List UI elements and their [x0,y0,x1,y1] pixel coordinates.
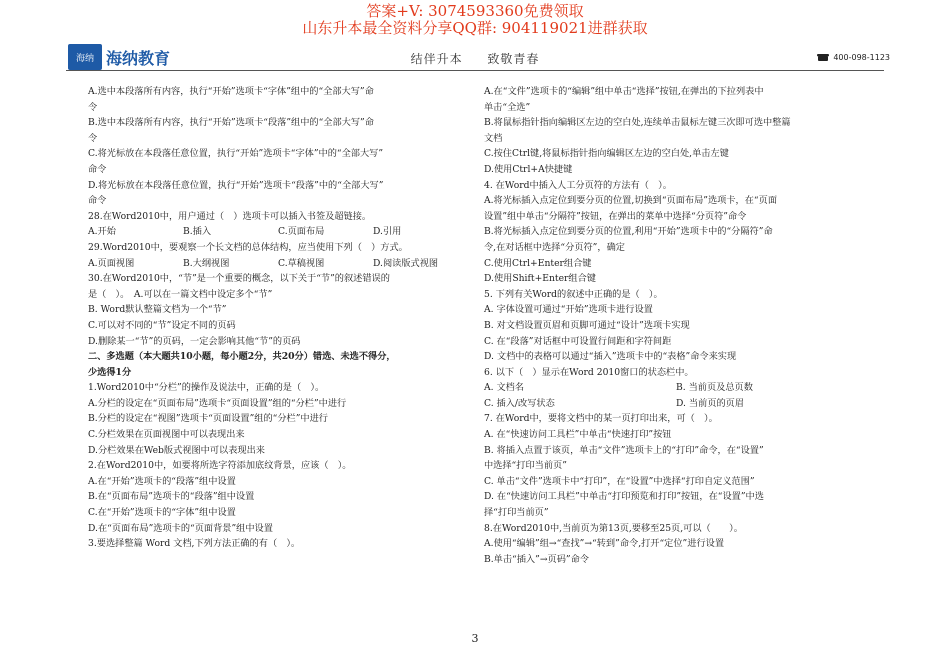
text-line: B.在“页面布局”选项卡的“段落”组中设置 [88,491,255,503]
text-line: D.使用Shift+Enter组合键 [484,273,596,285]
text-line: 4. 在Word中插入人工分页符的方法有（ ）。 [484,179,672,191]
text-line: 设置”组中单击“分隔符”按钮，在弹出的菜单中选择“分页符”命令 [484,210,747,222]
option: D. 当前页的页眉 [676,397,745,409]
slogan-left: 结伴升本 [410,52,463,66]
phone-icon [817,54,829,62]
text-line: C.可以对不同的“节”设定不同的页码 [88,319,236,331]
text-line: 单击“全选” [484,101,531,113]
text-line: C. 单击“文件”选项卡中“打印”，在“设置”中选择“打印自定义范围” [484,475,755,487]
text-line: B. Word默认整篇文档为一个“节” [88,304,227,316]
section-title-2: 少选得1分 [88,366,132,378]
text-line: C.分栏效果在页面视图中可以表现出来 [88,429,245,441]
q29-options [88,256,474,272]
q6-options-row-1 [484,380,870,396]
text-line: D.将光标放在本段落任意位置，执行“开始”选项卡“段落”中的“全部大写” [88,179,384,191]
page-number: 3 [471,632,479,645]
header-divider [66,70,884,71]
text-line: 3.要选择整篇 Word 文档,下列方法正确的有（ ）。 [88,538,301,550]
header-slogan [0,50,950,67]
text-line: A.在“开始”选项卡的“段落”组中设置 [88,475,236,487]
section-title: 二、多选题（本大题共10小题，每小题2分，共20分）错选、未选不得分， [88,351,396,363]
text-line: C.使用Ctrl+Enter组合键 [484,257,592,269]
text-line: D. 文档中的表格可以通过“插入”选项卡中的“表格”命令来实现 [484,351,737,363]
option: A. 文档名 [484,382,525,394]
slogan-right: 致敬青春 [487,52,540,66]
right-column [484,84,870,567]
watermark-line-1: 答案+V: 3074593360免费领取 [366,2,584,20]
option: A.页面视图 [88,257,135,269]
phone-number: 400-098-1123 [833,53,890,62]
text-line: 文档 [484,132,503,144]
text-line: B.将鼠标指针指向编辑区左边的空白处,连续单击鼠标左键三次即可选中整篇 [484,117,791,129]
option: B. 当前页及总页数 [676,382,753,394]
option: A.开始 [88,226,116,238]
option: C. 插入/改写状态 [484,397,555,409]
text-line: C. 在“段落”对话框中可设置行间距和字符间距 [484,335,672,347]
text-line: B.单击“插入”→页码”命令 [484,553,589,565]
text-line: 2.在Word2010中，如要将所选字符添加底纹背景，应该（ ）。 [88,460,352,472]
text-line: A.分栏的设定在“页面布局”选项卡“页面设置”组的“分栏”中进行 [88,397,347,409]
option: B.插入 [183,226,212,238]
header-phone [817,53,890,62]
text-line: 6. 以下（ ）显示在Word 2010窗口的状态栏中。 [484,366,694,378]
text-line: 令 [88,132,98,144]
text-line: 7. 在Word中，要将文档中的某一页打印出来，可（ ）。 [484,413,718,425]
text-line: 命令 [88,163,107,175]
text-line: 是（ ）。 A.可以在一篇文档中设定多个“节” [88,288,273,300]
text-line: D.分栏效果在Web版式视图中可以表现出来 [88,444,265,456]
text-line: B.分栏的设定在“视图”选项卡“页面设置”组的“分栏”中进行 [88,413,328,425]
watermark-line-2: 山东升本最全资料分享QQ群: 904119021进群获取 [302,19,648,37]
option: D.阅读版式视图 [373,257,439,269]
option: D.引用 [373,226,402,238]
text-line: D.使用Ctrl+A快捷键 [484,163,573,175]
text-line: B.选中本段落所有内容，执行“开始”选项卡“段落”组中的“全部大写”命 [88,117,374,129]
logo-text: 海纳教育 [106,48,171,68]
logo-badge: 海纳 [68,44,102,70]
text-line: 5. 下列有关Word的叙述中正确的是（ ）。 [484,288,663,300]
text-line: C.将光标放在本段落任意位置，执行“开始”选项卡“字体”中的“全部大写” [88,148,384,160]
text-line: D.删除某一“节”的页码，一定会影响其他“节”的页码 [88,335,301,347]
text-line: B. 对文档设置页眉和页脚可通过“设计”选项卡实现 [484,319,690,331]
option: C.草稿视图 [278,257,325,269]
text-line: B. 将插入点置于该页，单击“文件”选项卡上的“打印”命令，在“设置” [484,444,764,456]
text-line: A.在“文件”选项卡的“编辑”组中单击“选择”按钮,在弹出的下拉列表中 [484,86,764,97]
text-line: 1.Word2010中“分栏”的操作及说法中，正确的是（ ）。 [88,382,325,394]
text-line: C.在“开始”选项卡的“字体”组中设置 [88,507,236,519]
text-line: A.将光标插入点定位到要分页的位置,切换到“页面布局”选项卡，在“页面 [484,195,778,207]
text-line: 8.在Word2010中,当前页为第13页,要移至25页,可以（ ）。 [484,522,743,534]
text-line: A.选中本段落所有内容，执行“开始”选项卡“字体”组中的“全部大写”命 [88,86,374,97]
text-line: D. 在“快速访问工具栏”中单击“打印预览和打印”按钮，在“设置”中选 [484,491,764,503]
q6-options-row-2 [484,396,870,412]
text-line: A. 字体设置可通过“开始”选项卡进行设置 [484,304,653,316]
text-line: 命令 [88,195,107,207]
question-29: 29.Word2010中，要观察一个长文档的总体结构，应当使用下列（ ）方式。 [88,241,408,253]
option: B.大纲视图 [183,257,230,269]
text-line: 令,在对话框中选择“分页符”，确定 [484,241,625,253]
text-line: 30.在Word2010中，“节”是一个重要的概念，以下关于“节”的叙述错误的 [88,273,390,285]
option: C.页面布局 [278,226,325,238]
text-line: B.将光标插入点定位到要分页的位置,利用“开始”选项卡中的“分隔符”命 [484,226,773,238]
text-line: 择“打印当前页” [484,507,549,519]
text-line: A.使用“编辑”组→“查找”→“转到”命令,打开“定位”进行设置 [484,538,725,550]
text-line: C.按住Ctrl键,将鼠标指针指向编辑区左边的空白处,单击左键 [484,148,729,160]
left-column [88,84,474,552]
text-line: 令 [88,101,98,113]
text-line: 中选择“打印当前页” [484,460,567,472]
q28-options [88,224,474,240]
text-line: D.在“页面布局”选项卡的“页面背景”组中设置 [88,522,273,534]
text-line: A. 在“快速访问工具栏”中单击“快速打印”按钮 [484,429,672,441]
text-line: 28.在Word2010中，用户通过（ ）选项卡可以插入书签及超链接。 [88,210,372,222]
